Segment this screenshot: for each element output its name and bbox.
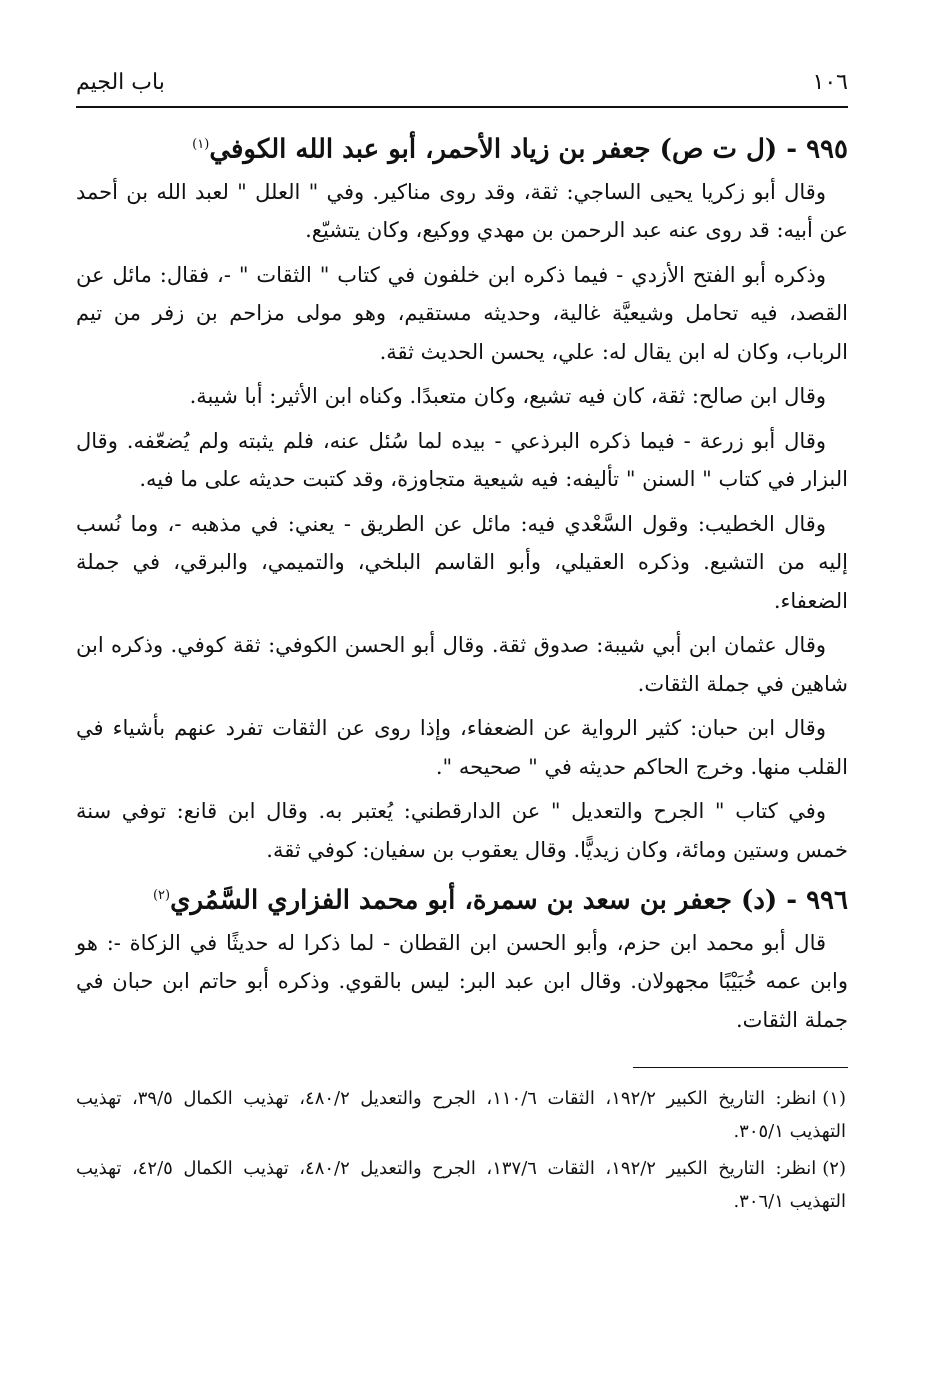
entry-title: ٩٩٥ - (ل ت ص) جعفر بن زياد الأحمر، أبو عبد الله الكوفي (209, 134, 848, 165)
entry-heading-995 (76, 124, 848, 171)
book-page (76, 70, 848, 1222)
entry-paragraph: وقال الخطيب: وقول السَّعْدي فيه: مائل عن الطريق - يعني: في مذهبه -، وما نُسب إليه من التشيع. وذكره العقيلي، وأبو القاسم البلخي، والتميمي، والبرقي، في جملة الضعفاء. (76, 511, 848, 613)
footnote-2 (76, 1152, 848, 1218)
footnote-number: (٢) (822, 1158, 846, 1180)
entry-paragraph: وقال ابن صالح: ثقة، كان فيه تشيع، وكان متعبدًا. وكناه ابن الأثير: أبا شيبة. (189, 384, 826, 409)
entry-paragraph: وقال أبو زكريا يحيى الساجي: ثقة، وقد روى مناكير. وفي " العلل " لعبد الله بن أحمد عن أبيه: قد روى عنه عبد الرحمن بن مهدي ووكيع، وكان يتشيّع. (76, 179, 848, 243)
entry-title: ٩٩٦ - (د) جعفر بن سعد بن سمرة، أبو محمد الفزاري السَّمُري (170, 885, 848, 916)
entry-paragraph: وفي كتاب " الجرح والتعديل " عن الدارقطني: يُعتبر به. وقال ابن قانع: توفي سنة خمس وستين ومائة، وكان زيديًّا. وقال يعقوب بن سفيان: كوفي ثقة. (76, 799, 848, 862)
entry-paragraph: قال أبو محمد ابن حزم، وأبو الحسن ابن القطان - لما ذكرا له حديثًا في الزكاة -: هو وابن عمه خُبَيْبًا مجهولان. وقال ابن عبد البر: ليس بالقوي. وذكره أبو حاتم ابن حبان في جملة الثقات. (76, 930, 848, 1032)
footnote-text: انظر: التاريخ الكبير ١٩٢/٢، الثقات ١١٠/٦، الجرح والتعديل ٤٨٠/٢، تهذيب الكمال ٣٩/٥، تهذيب التهذيب ٣٠٥/١. (76, 1088, 846, 1143)
entry-paragraph: وذكره أبو الفتح الأزدي - فيما ذكره ابن خلفون في كتاب " الثقات " -، فقال: مائل عن القصد، فيه تحامل وشيعيَّة غالية، وحديثه مستقيم، وهو مولى مزاحم بن زفر من تيم الرباب، وكان له ابن يقال له: علي، يحسن الحديث ثقة. (76, 262, 848, 364)
page-number: ١٠٦ (812, 70, 848, 95)
chapter-title: باب الجيم (76, 70, 165, 95)
entry-heading-996 (76, 875, 848, 922)
footnote-text: انظر: التاريخ الكبير ١٩٢/٢، الثقات ١٣٧/٦، الجرح والتعديل ٤٨٠/٢، تهذيب الكمال ٤٢/٥، تهذيب التهذيب ٣٠٦/١. (76, 1158, 846, 1213)
entry-paragraph: وقال أبو زرعة - فيما ذكره البرذعي - بيده لما سُئل عنه، فلم يثبته ولم يُضعّفه. وقال البزار في كتاب " السنن " تأليفه: فيه شيعية متجاوزة، وقد كتبت حديثه على ما فيه. (76, 428, 848, 492)
footnote-reference: (١) (192, 137, 210, 152)
entry-paragraph: وقال عثمان ابن أبي شيبة: صدوق ثقة. وقال أبو الحسن الكوفي: ثقة كوفي. وذكره ابن شاهين في جملة الثقات. (76, 633, 848, 696)
footnote-divider (633, 1067, 848, 1068)
header-divider (76, 106, 848, 108)
footnote-reference: (٢) (152, 888, 171, 904)
footnote-number: (١) (822, 1088, 846, 1110)
entry-paragraph: وقال ابن حبان: كثير الرواية عن الضعفاء، وإذا روى عن الثقات تفرد عنهم بأشياء في القلب منها. وخرج الحاكم حديثه في " صحيحه ". (76, 716, 848, 779)
footnote-1 (76, 1082, 848, 1148)
running-header (76, 70, 848, 104)
